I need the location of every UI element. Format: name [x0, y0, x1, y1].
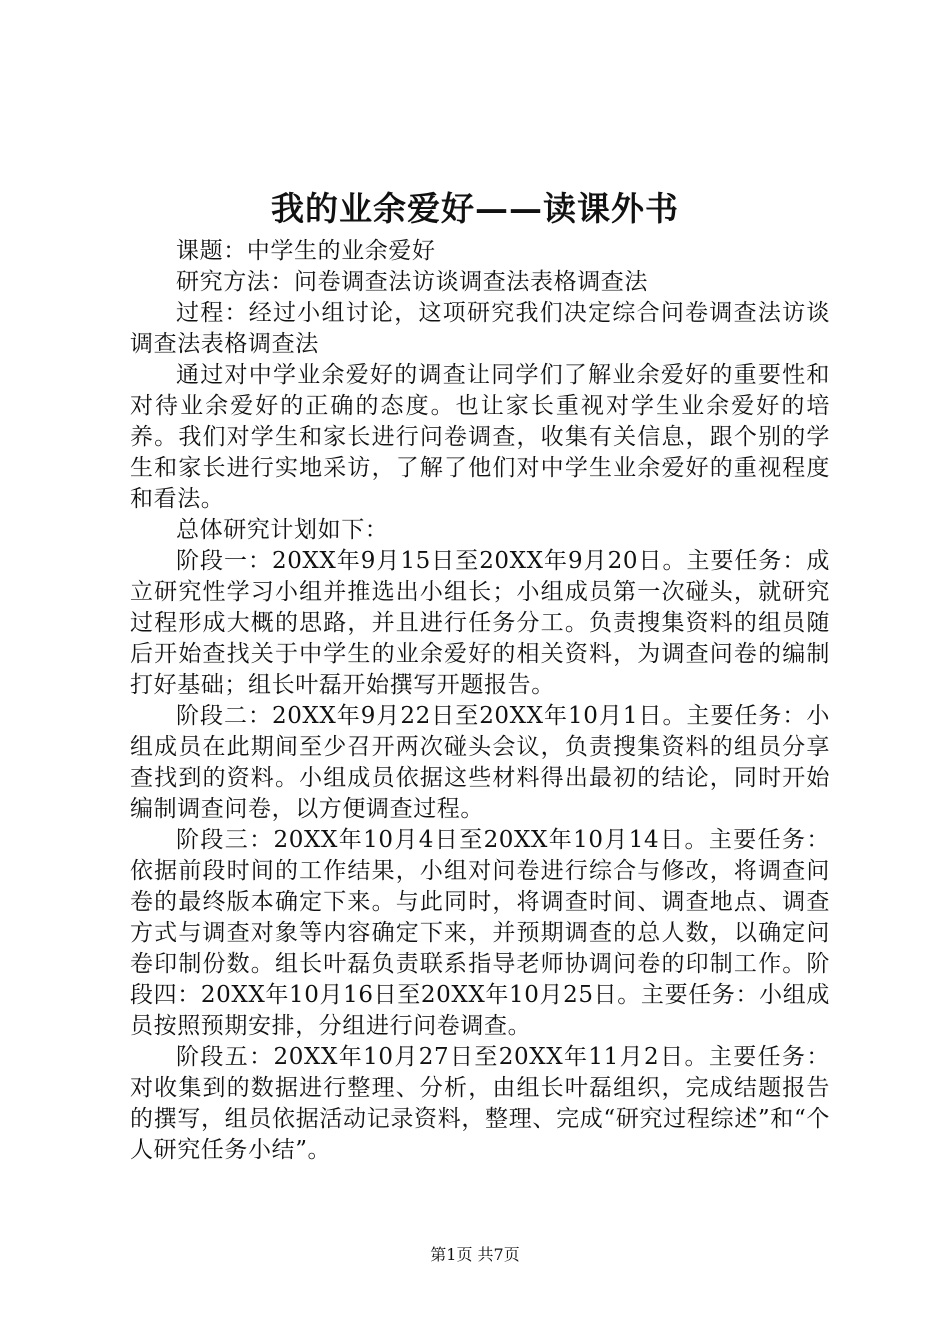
paragraph-plan-intro: 总体研究计划如下：	[176, 517, 389, 543]
document-body	[130, 236, 830, 1166]
paragraph-stage-3-4: 阶段三：20XX年10月4日至20XX年10月14日。主要任务：依据前段时间的工作结果，小组对问卷进行综合与修改，将调查问卷的最终版本确定下来。与此同时，将调查时间、调查地点、调查方式与调查对象等内容确定下来，并预期调查的总人数，以确定问卷印制份数。组长叶磊负责联系指导老师协调问卷的印制工作。阶段四：20XX年10月16日至20XX年10月25日。主要任务：小组成员按照预期安排，分组进行问卷调查。	[130, 827, 830, 1039]
page-number-footer: 第1页 共7页	[430, 1245, 520, 1264]
paragraph-purpose: 通过对中学业余爱好的调查让同学们了解业余爱好的重要性和对待业余爱好的正确的态度。也让家长重视对学生业余爱好的培养。我们对学生和家长进行问卷调查，收集有关信息，跟个别的学生和家长进行实地采访，了解了他们对中学生业余爱好的重视程度和看法。	[130, 362, 830, 512]
document-title: 我的业余爱好——读课外书	[271, 189, 679, 228]
paragraph-process: 过程：经过小组讨论，这项研究我们决定综合问卷调查法访谈调查法表格调查法	[130, 300, 830, 357]
paragraph-stage-1: 阶段一：20XX年9月15日至20XX年9月20日。主要任务：成立研究性学习小组并推选出小组长；小组成员第一次碰头，就研究过程形成大概的思路，并且进行任务分工。负责搜集资料的组员随后开始查找关于中学生的业余爱好的相关资料，为调查问卷的编制打好基础；组长叶磊开始撰写开题报告。	[130, 548, 830, 698]
paragraph-method: 研究方法：问卷调查法访谈调查法表格调查法	[176, 269, 648, 295]
paragraph-stage-5: 阶段五：20XX年10月27日至20XX年11月2日。主要任务：对收集到的数据进行整理、分析，由组长叶磊组织，完成结题报告的撰写，组员依据活动记录资料，整理、完成“研究过程综述”和“个人研究任务小结”。	[130, 1044, 830, 1163]
paragraph-stage-2: 阶段二：20XX年9月22日至20XX年10月1日。主要任务：小组成员在此期间至少召开两次碰头会议，负责搜集资料的组员分享查找到的资料。小组成员依据这些材料得出最初的结论，同时开始编制调查问卷，以方便调查过程。	[130, 703, 830, 822]
paragraph-topic: 课题：中学生的业余爱好	[176, 238, 436, 264]
